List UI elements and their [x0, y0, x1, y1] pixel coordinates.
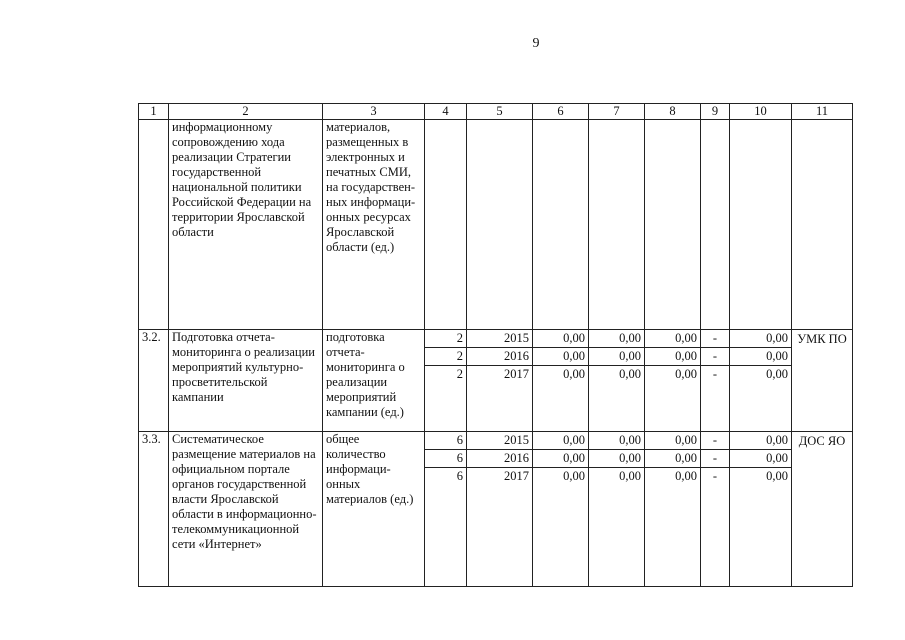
table-row: [139, 432, 853, 587]
year-values-cell: [467, 330, 533, 432]
target-value: 2: [425, 348, 466, 366]
activity-name: информационному сопровождению хода реализации Стратегии государственной национальной политики Российской Федерации на территории Ярославской области: [169, 120, 323, 330]
funding-local: -: [701, 432, 729, 450]
indicator-name: подготовка отчета-мониторинга о реализации мероприятий кампании (ед.): [323, 330, 425, 432]
year: 2015: [467, 432, 532, 450]
year-values-cell: [730, 120, 792, 330]
year-values-cell: [730, 330, 792, 432]
responsible-party: [792, 120, 853, 330]
responsible-party: УМК ПО: [792, 330, 853, 432]
header-row: [139, 104, 853, 120]
funding-federal: 0,00: [589, 348, 644, 366]
header-cell: 9: [701, 104, 730, 120]
row-number: 3.2.: [139, 330, 169, 432]
funding-local: -: [701, 348, 729, 366]
year: 2016: [467, 450, 532, 468]
funding-regional: 0,00: [645, 348, 700, 366]
row-number: [139, 120, 169, 330]
table-row: [139, 330, 853, 432]
year-values-cell: [589, 330, 645, 432]
funding-other: 0,00: [730, 348, 791, 366]
funding-total: 0,00: [563, 367, 585, 381]
header-cell: 4: [425, 104, 467, 120]
funding-total: 0,00: [533, 432, 588, 450]
target-value: 2: [456, 367, 463, 381]
target-value: 6: [425, 432, 466, 450]
year-values-cell: [701, 330, 730, 432]
page-number: 9: [532, 36, 540, 51]
funding-total: 0,00: [533, 330, 588, 348]
funding-regional: 0,00: [675, 367, 697, 381]
funding-regional: 0,00: [645, 432, 700, 450]
year: 2016: [467, 348, 532, 366]
program-table: [138, 103, 853, 587]
funding-federal: 0,00: [619, 469, 641, 483]
year-values-cell: [645, 432, 701, 587]
funding-local: -: [712, 367, 718, 381]
funding-total: 0,00: [533, 348, 588, 366]
funding-other: 0,00: [730, 450, 791, 468]
header-cell: 11: [792, 104, 853, 120]
funding-regional: 0,00: [675, 469, 697, 483]
header-cell: 1: [139, 104, 169, 120]
activity-name: Систематическое размещение материалов на официальном портале органов государственной власти Ярославской области в информационно-телекоммуникационной сети «Интернет»: [169, 432, 323, 587]
year-values-cell: [533, 120, 589, 330]
funding-regional: 0,00: [645, 330, 700, 348]
year-values-cell: [467, 120, 533, 330]
target-value: 2: [425, 330, 466, 348]
year-values-cell: [589, 120, 645, 330]
year: 2017: [504, 469, 529, 483]
row-number: 3.3.: [139, 432, 169, 587]
funding-federal: 0,00: [589, 330, 644, 348]
funding-other: 0,00: [730, 330, 791, 348]
indicator-name: материалов, размещенных в электронных и печатных СМИ, на государствен-ных информаци-онных ресурсах Ярославской области (ед.): [323, 120, 425, 330]
funding-other: 0,00: [730, 432, 791, 450]
funding-local: -: [701, 450, 729, 468]
header-cell: 7: [589, 104, 645, 120]
header-cell: 3: [323, 104, 425, 120]
responsible-party: ДОС ЯО: [792, 432, 853, 587]
year: 2015: [467, 330, 532, 348]
year-values-cell: [701, 432, 730, 587]
funding-total: 0,00: [533, 450, 588, 468]
funding-regional: 0,00: [645, 450, 700, 468]
year-values-cell: [425, 330, 467, 432]
year: 2017: [504, 367, 529, 381]
year-values-cell: [533, 432, 589, 587]
year-values-cell: [645, 330, 701, 432]
funding-federal: 0,00: [589, 450, 644, 468]
funding-other: 0,00: [766, 367, 788, 381]
year-values-cell: [645, 120, 701, 330]
year-values-cell: [533, 330, 589, 432]
target-value: 6: [425, 450, 466, 468]
activity-name: Подготовка отчета-мониторинга о реализации мероприятий культурно-просветительской кампании: [169, 330, 323, 432]
year-values-cell: [589, 432, 645, 587]
header-cell: 6: [533, 104, 589, 120]
year-values-cell: [425, 120, 467, 330]
funding-total: 0,00: [563, 469, 585, 483]
header-cell: 5: [467, 104, 533, 120]
indicator-name: общее количество информаци-онных материалов (ед.): [323, 432, 425, 587]
header-cell: 10: [730, 104, 792, 120]
funding-other: 0,00: [766, 469, 788, 483]
year-values-cell: [425, 432, 467, 587]
table-row: [139, 120, 853, 330]
target-value: 6: [456, 469, 463, 483]
funding-local: -: [712, 469, 718, 483]
funding-local: -: [701, 330, 729, 348]
funding-federal: 0,00: [589, 432, 644, 450]
year-values-cell: [730, 432, 792, 587]
header-cell: 2: [169, 104, 323, 120]
year-values-cell: [701, 120, 730, 330]
funding-federal: 0,00: [619, 367, 641, 381]
year-values-cell: [467, 432, 533, 587]
header-cell: 8: [645, 104, 701, 120]
